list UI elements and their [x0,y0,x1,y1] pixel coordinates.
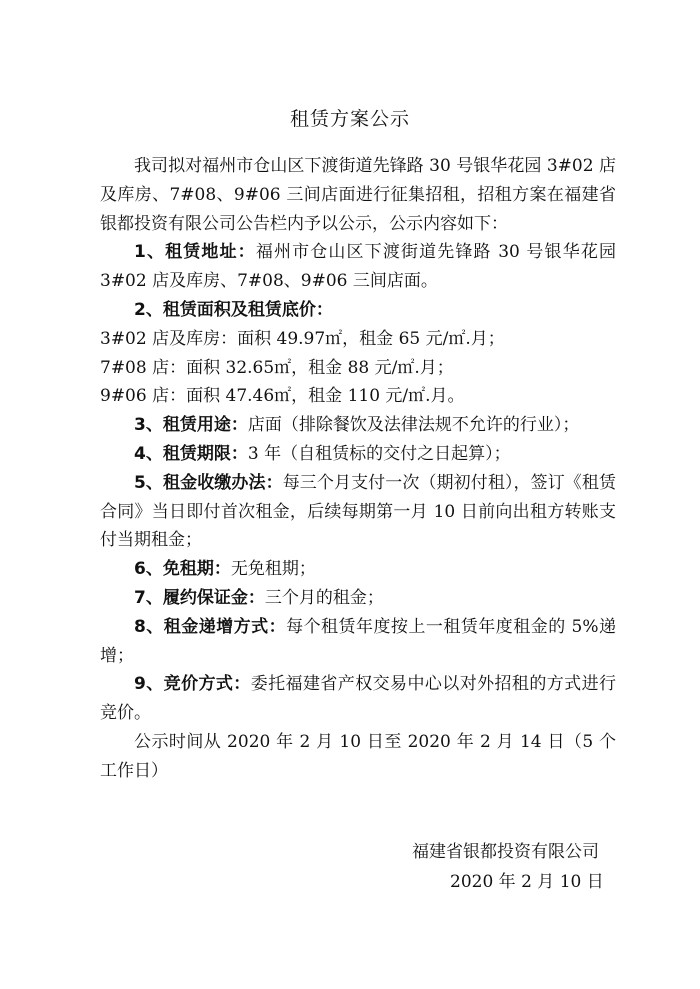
document-title: 租赁方案公示 [289,108,410,130]
item-label: 4、租赁期限： [134,443,248,464]
item-text: 每三个月支付一次（期初付租），签订《租赁合同》当日即付首次租金，后续每期第一月 10 日前向出租方转账支付当期租金； [100,472,616,551]
signature-date: 2020 年 2 月 10 日 [450,872,604,892]
notice-period: 公示时间从 2020 年 2 月 10 日至 2020 年 2 月 14 日（5 个工作日） [100,731,616,781]
item-label: 9、竞价方式： [134,674,251,695]
price-line: 7#08 店：面积 32.65㎡，租金 88 元/㎡.月； [100,357,454,378]
item-rent-increase [100,613,616,671]
item-label: 2、租赁面积及租赁底价： [134,299,333,320]
item-performance-deposit [100,584,616,613]
item-text: 委托福建省产权交易中心以对外招租的方式进行竞价。 [100,674,616,724]
item-label: 7、履约保证金： [134,587,265,608]
signature-company: 福建省银都投资有限公司 [412,842,599,862]
item-label: 8、租金递增方式： [134,616,287,637]
item-payment-method [100,469,616,555]
price-line: 3#02 店及库房：面积 49.97㎡，租金 65 元/㎡.月； [100,328,505,349]
item-text: 福州市仓山区下渡街道先锋路 30 号银华花园 3#02 店及库房、7#08、9#06 三间店面。 [100,242,616,292]
item-label: 6、免租期： [134,559,231,580]
item-text: 3 年（自租赁标的交付之日起算）； [247,443,511,464]
item-bidding-method [100,670,616,728]
item-rental-use [100,411,616,440]
item-label: 3、租赁用途： [134,415,248,436]
item-label: 1、租赁地址： [134,242,256,263]
item-area-and-price [100,296,616,325]
item-rent-free-period [100,555,616,584]
item-rental-term [100,440,616,469]
item-text: 每个租赁年度按上一租赁年度租金的 5%递增； [100,616,616,666]
item-text: 店面（排除餐饮及法律法规不允许的行业）； [247,415,580,436]
document-body [100,152,616,786]
item-text: 三个月的租金； [264,587,384,608]
intro-paragraph: 我司拟对福州市仓山区下渡街道先锋路 30 号银华花园 3#02 店及库房、7#08、9#06 三间店面进行征集招租，招租方案在福建省银都投资有限公司公告栏内予以公示，公示内容如下： [100,156,616,234]
price-line: 9#06 店：面积 47.46㎡，租金 110 元/㎡.月。 [100,386,465,407]
item-rental-address [100,238,616,296]
item-label: 5、租金收缴办法： [134,472,283,493]
item-text: 无免租期； [230,559,316,580]
